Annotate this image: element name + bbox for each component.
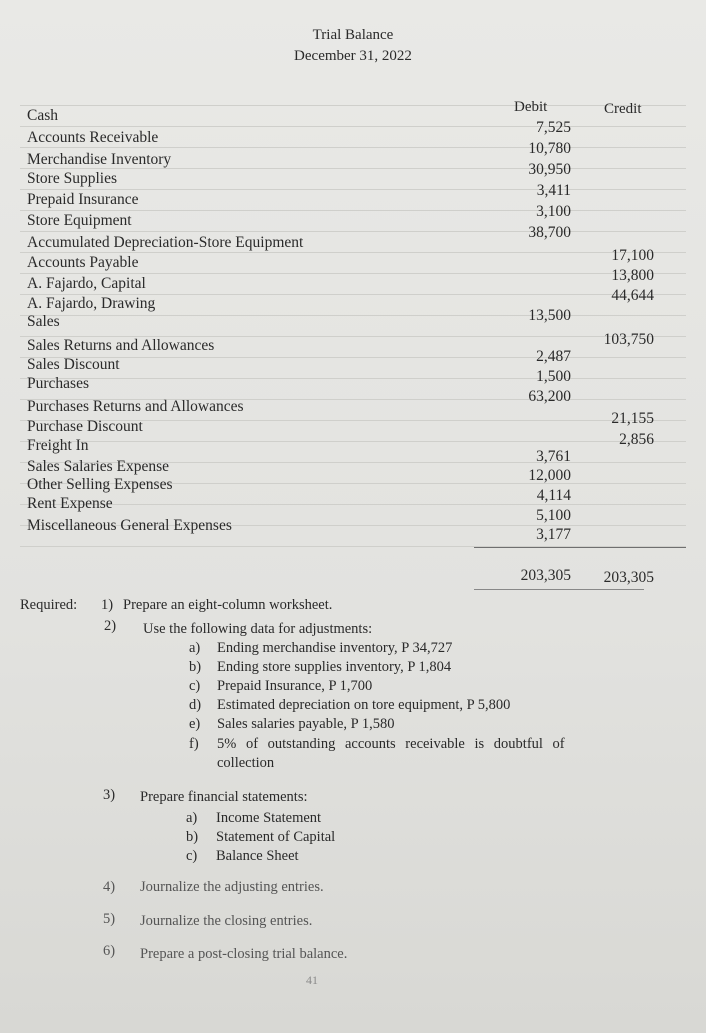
debit-amount: 10,780 [528,140,571,157]
account-name: A. Fajardo, Capital [27,275,146,292]
debit-amount: 2,487 [536,348,571,365]
debit-amount: 1,500 [536,368,571,385]
statement-letter: b) [186,829,199,845]
credit-amount: 21,155 [611,410,654,427]
adjustment-letter: c) [189,678,201,694]
required-item-number: 3) [103,787,116,803]
credit-amount: 17,100 [611,247,654,264]
account-name: Rent Expense [27,495,113,512]
debit-amount: 3,177 [536,526,571,543]
account-name: Sales Salaries Expense [27,458,170,475]
account-name: Purchase Discount [27,418,143,435]
required-label: Required: [20,597,78,613]
debit-amount: 3,100 [536,203,571,220]
adjustment-text: Prepaid Insurance, P 1,700 [217,678,373,694]
account-name: Freight In [27,437,89,454]
account-name: Purchases [27,375,89,392]
statement-letter: a) [186,810,198,826]
required-item-text: Journalize the closing entries. [140,913,313,929]
account-name: Accumulated Depreciation-Store Equipment [27,234,304,251]
required-item-number: 4) [103,879,116,895]
debit-amount: 38,700 [528,224,571,241]
debit-amount: 7,525 [536,119,571,136]
statement-text: Balance Sheet [216,848,299,864]
account-name: Miscellaneous General Expenses [27,517,232,534]
adjustment-text: Ending store supplies inventory, P 1,804 [217,659,452,675]
page-number: 41 [306,973,318,987]
credit-amount: 44,644 [611,287,654,304]
required-item-text: Use the following data for adjustments: [143,621,373,637]
adjustment-text: Ending merchandise inventory, P 34,727 [217,640,453,656]
debit-column-header: Debit [514,99,548,115]
credit-amount: 13,800 [611,267,654,284]
adjustment-letter: b) [189,659,202,675]
debit-amount: 3,411 [536,182,571,199]
required-item-text: Prepare financial statements: [140,789,308,805]
account-name: Sales Discount [27,356,120,373]
account-name: Cash [27,107,58,124]
report-date: December 31, 2022 [294,48,412,64]
statement-text: Income Statement [216,810,322,826]
required-item-number: 6) [103,943,116,959]
totals-rule [474,547,686,548]
debit-amount: 4,114 [536,487,571,504]
credit-amount: 103,750 [603,331,654,348]
account-name: Accounts Receivable [27,129,159,146]
account-name: Store Supplies [27,170,117,187]
required-item-number: 1) [101,597,114,613]
debit-amount: 30,950 [528,161,571,178]
adjustment-text: Estimated depreciation on tore equipment, P 5,800 [217,697,511,713]
required-item-text: Journalize the adjusting entries. [140,879,324,895]
credit-total: 203,305 [603,569,654,586]
credit-amount: 2,856 [619,431,654,448]
totals-underline [474,589,644,590]
account-name: Store Equipment [27,212,132,229]
account-name: Prepaid Insurance [27,191,139,208]
adjustment-text: Sales salaries payable, P 1,580 [217,716,395,732]
adjustment-letter: d) [189,697,202,713]
required-item-number: 5) [103,911,116,927]
debit-amount: 3,761 [536,448,571,465]
credit-column-header: Credit [604,101,642,117]
debit-total: 203,305 [520,567,571,584]
statement-text: Statement of Capital [216,829,336,845]
required-item-number: 2) [104,618,117,634]
adjustment-text: 5% of outstanding accounts receivable is doubtful of [217,736,565,752]
adjustment-letter: f) [189,736,199,752]
account-name: Sales Returns and Allowances [27,337,215,354]
adjustment-letter: e) [189,716,201,732]
account-name: A. Fajardo, Drawing [27,295,156,312]
debit-amount: 12,000 [528,467,571,484]
account-name: Merchandise Inventory [27,151,172,168]
statement-letter: c) [186,848,198,864]
account-name: Purchases Returns and Allowances [27,398,244,415]
adjustment-letter: a) [189,640,201,656]
report-title: Trial Balance [312,27,394,43]
debit-amount: 13,500 [528,307,571,324]
adjustment-text-continued: collection [217,755,275,771]
required-item-text: Prepare an eight-column worksheet. [123,597,333,613]
account-name: Sales [27,313,60,330]
debit-amount: 5,100 [536,507,571,524]
account-name: Accounts Payable [27,254,139,271]
debit-amount: 63,200 [528,388,571,405]
required-item-text: Prepare a post-closing trial balance. [140,946,348,962]
account-name: Other Selling Expenses [27,476,173,493]
